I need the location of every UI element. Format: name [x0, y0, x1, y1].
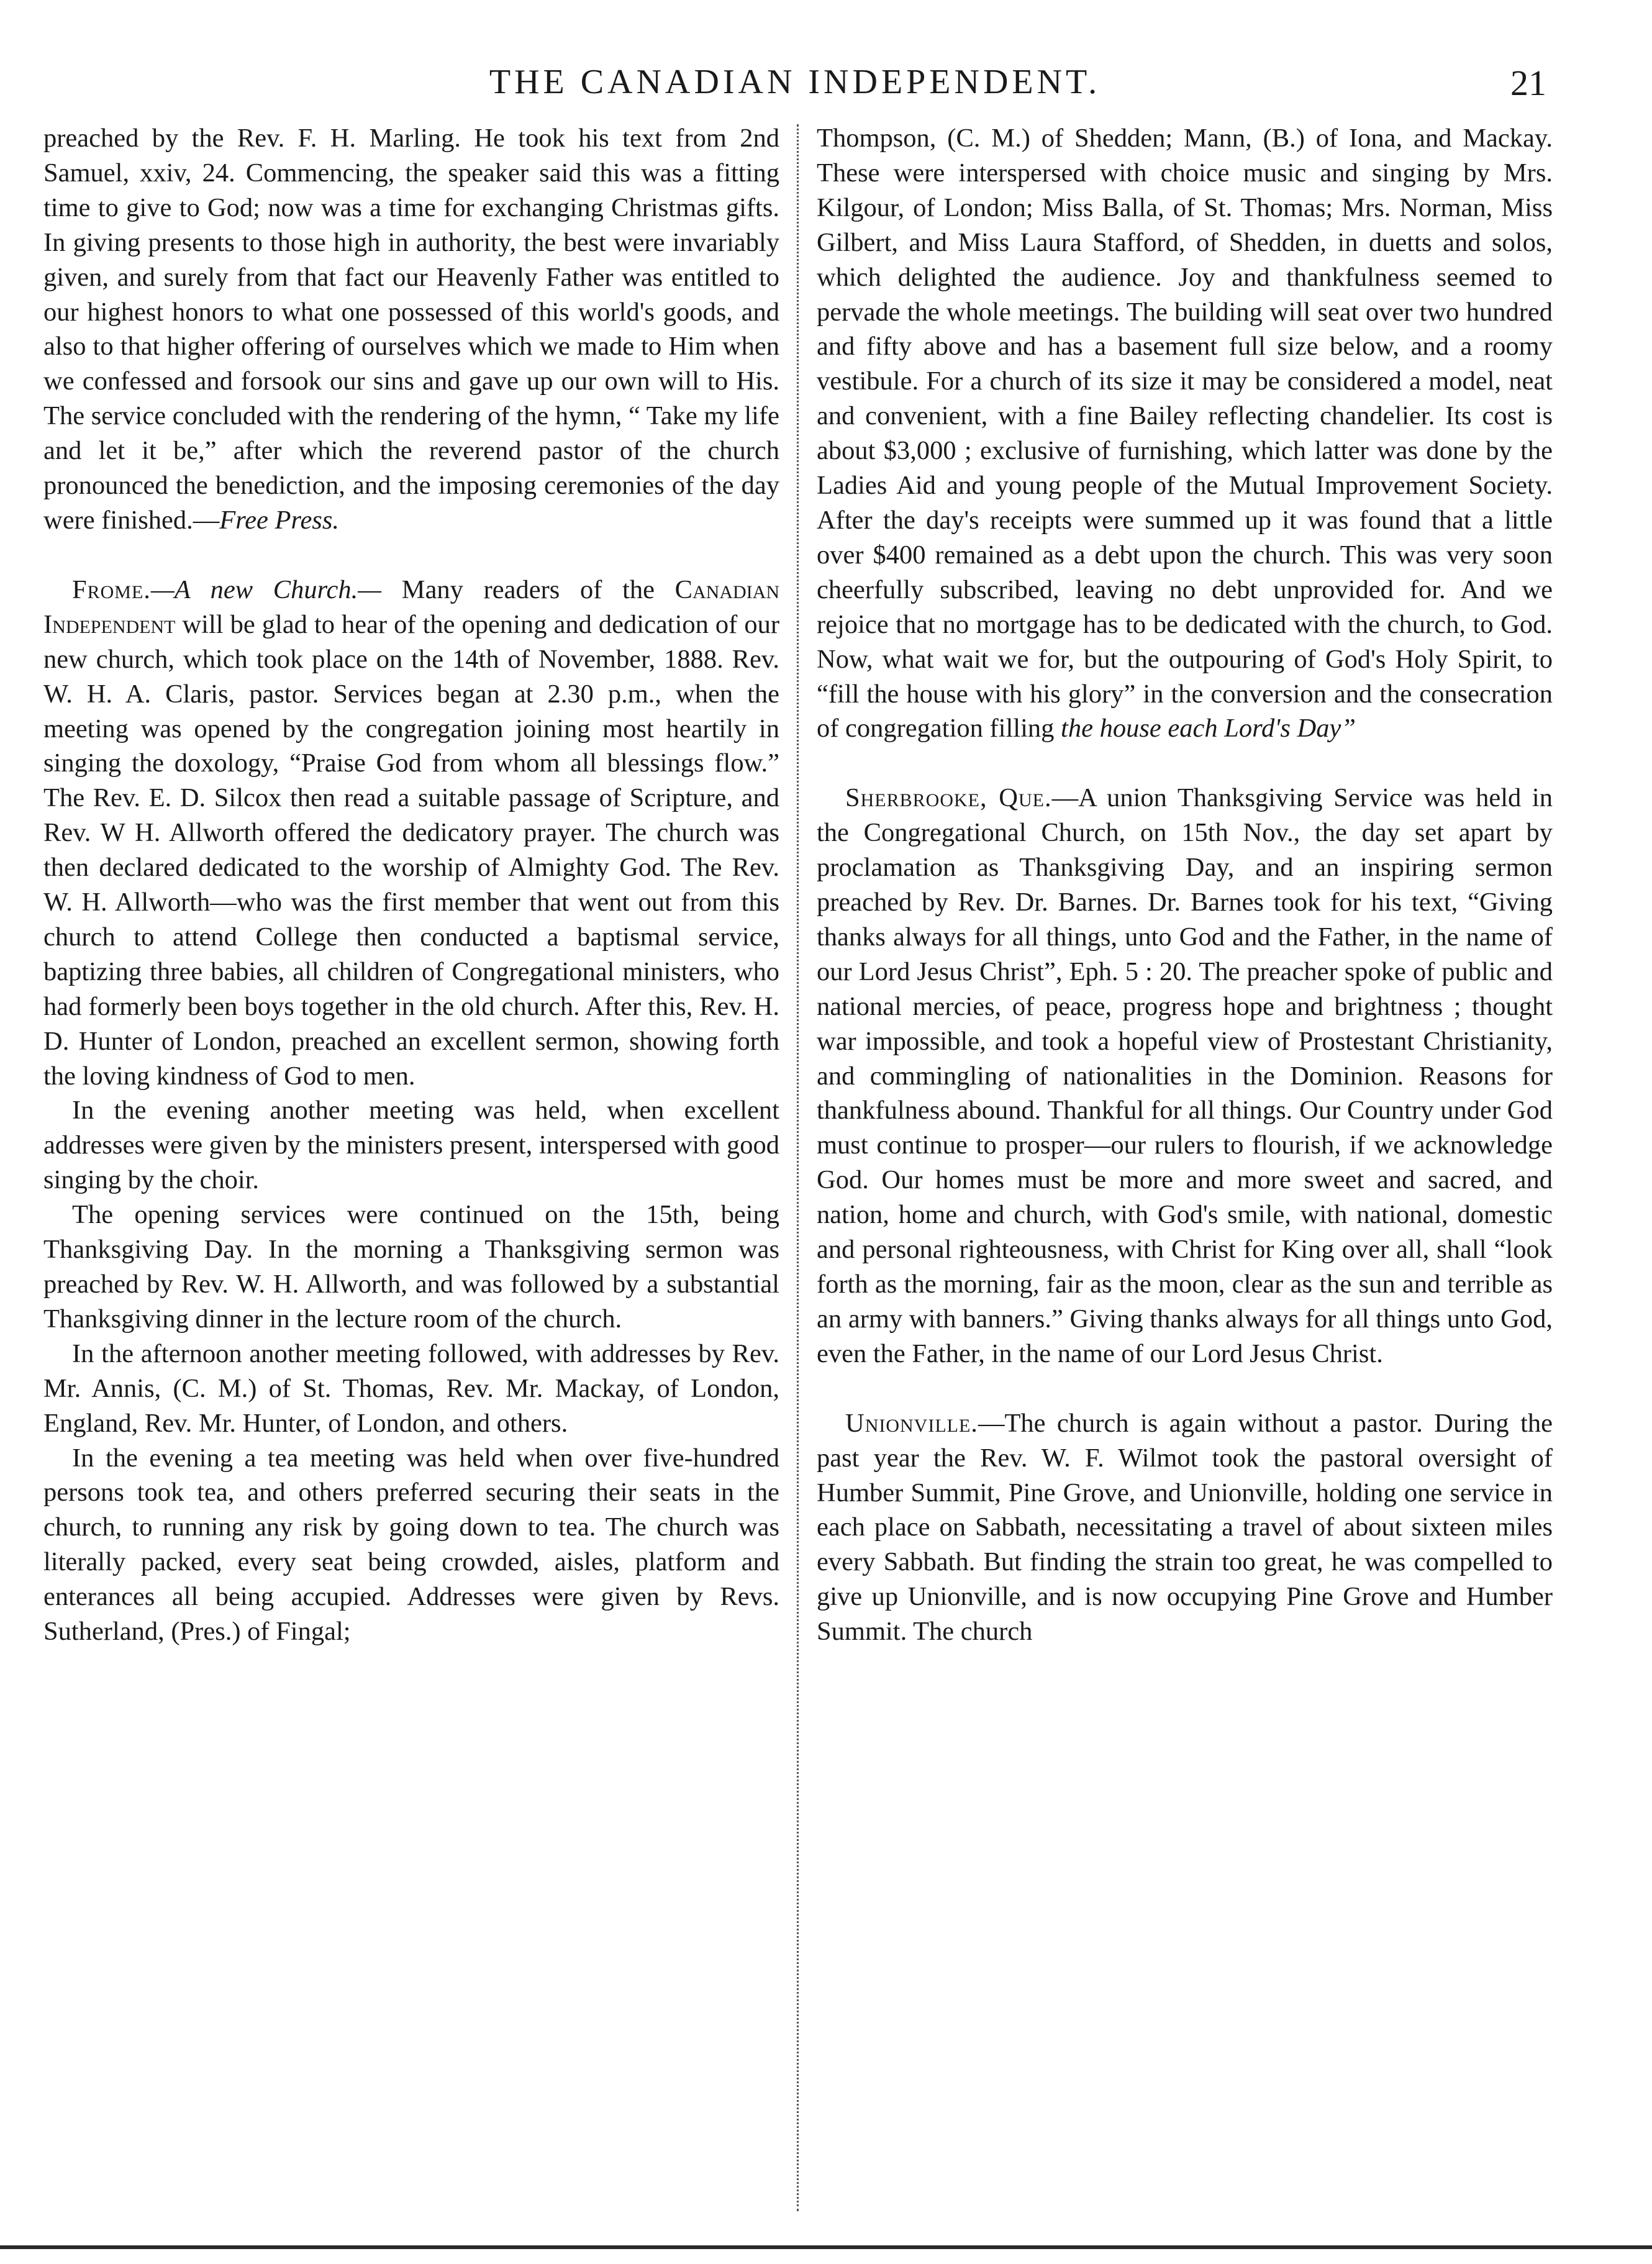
- frome-continuation-text: Thompson, (C. M.) of Shedden; Mann, (B.) of Iona, and Mackay. These were interspersed with choice music and singing by Mrs. Kilgour, of London; Miss Balla, of St. Thomas; Mrs. Norman, Miss Gilbert, and Miss Laura Stafford, of Shedden, in duetts and solos, which delighted the audience. Joy and thankfulness seemed to pervade the whole meetings. The building will seat over two hundred and fifty above and has a basement full size below, and a roomy vestibule. For a church of its size it may be considered a model, neat and convenient, with a fine Bailey reflecting chandelier. Its cost is about $3,000 ; exclusive of furnishing, which latter was done by the Ladies Aid and young people of the Mutual Improvement Society. After the day's receipts were summed up it was found that a little over $400 remained as a debt upon the church. This was very soon cheerfully subscribed, leaving no debt unprovided for. And we rejoice that no mortgage has to be dedicated with the church, to God. Now, what wait we for, but the outpouring of God's Holy Spirit, to “fill the house with his glory” in the conversion and the consecration of congregation filling: [817, 124, 1553, 743]
- page-number: 21: [1510, 63, 1546, 103]
- page-header: [43, 62, 1546, 112]
- tea-meeting-paragraph: In the evening a tea meeting was held when over five-hundred persons took tea, and others preferred securing their seats in the church, to running any risk by going down to tea. The church was literally packed, every seat being crowded, aisles, platform and enterances all being accupied. Addresses were given by Revs. Sutherland, (Pres.) of Fingal;: [43, 1443, 779, 1647]
- newspaper-page: [43, 37, 1553, 2211]
- frome-subheading: —A new Church.—: [150, 575, 382, 604]
- marling-sermon-text: preached by the Rev. F. H. Marling. He took his text from 2nd Samuel, xxiv, 24. Commencing, the speaker said this was a fitting time to give to God; now was a time for exchanging Christmas gifts. In giving presents to those high in authority, the best were invariably given, and surely from that fact our Heavenly Father was entitled to our highest honors to what one possessed of this world's goods, and also to that higher offering of ourselves which we made to Him when we confessed and forsook our sins and gave up our own will to His. The service concluded with the rendering of the hymn, “ Take my life and let it be,” after which the reverend pastor of the church pronounced the benediction, and the imposing ceremonies of the day were finished.—: [43, 124, 779, 535]
- frome-paragraph: [43, 573, 779, 1094]
- frome-text-start: Many readers of the: [381, 575, 675, 604]
- thanksgiving-day-paragraph: The opening services were continued on the 15th, being Thanksgiving Day. In the morning a Thanksgiving sermon was preached by Rev. W. H. Allworth, and was followed by a substantial Thanksgiving dinner in the lecture room of the church.: [43, 1200, 779, 1334]
- frome-closing-italic: the house each Lord's Day”: [1061, 714, 1356, 743]
- frome-heading: Frome.: [72, 575, 151, 604]
- frome-continuation-paragraph: [817, 121, 1553, 746]
- marling-sermon-paragraph: [43, 121, 779, 538]
- source-credit: Free Press.: [219, 505, 340, 535]
- scan-edge-line: [0, 2245, 1652, 2249]
- sherbrooke-text: —A union Thanksgiving Service was held in the Congregational Church, on 15th Nov., the day set apart by proclamation as Thanksgiving Day, and an inspiring sermon preached by Rev. Dr. Barnes. Dr. Barnes took for his text, “Giving thanks always for all things, unto God and the Father, in the name of our Lord Jesus Christ”, Eph. 5 : 20. The preacher spoke of public and national mercies, of peace, progress hope and brightness ; thought war impossible, and took a hopeful view of Prostestant Christianity, and commingling of nationalities in the Dominion. Reasons for thankfulness abound. Thankful for all things. Our Country under God must continue to prosper—our rulers to flourish, if we acknowledge God. Our homes must be more and more sweet and sacred, and nation, home and church, with God's smile, with national, domestic and personal righteousness, with Christ for King over all, shall “look forth as the morning, fair as the moon, clear as the sun and terrible as an army with banners.” Giving thanks always for all things unto God, even the Father, in the name of our Lord Jesus Christ.: [817, 783, 1553, 1368]
- unionville-paragraph: [817, 1406, 1553, 1649]
- evening-meeting-paragraph: In the evening another meeting was held, when excellent addresses were given by the ministers present, interspersed with good singing by the choir.: [43, 1096, 779, 1195]
- sherbrooke-heading: Sherbrooke, Que.: [845, 783, 1052, 813]
- running-title: THE CANADIAN INDEPENDENT.: [489, 63, 1101, 101]
- right-column: [817, 121, 1553, 1649]
- journal-name: Canadian Independent: [43, 575, 779, 639]
- column-divider: [797, 124, 799, 2211]
- left-column: [43, 121, 779, 1649]
- sherbrooke-paragraph: [817, 781, 1553, 1371]
- unionville-heading: Unionville.: [845, 1408, 978, 1438]
- unionville-text: —The church is again without a pastor. During the past year the Rev. W. F. Wilmot took the pastoral oversight of Humber Summit, Pine Grove, and Unionville, holding one service in each place on Sabbath, necessitating a travel of about sixteen miles every Sabbath. But finding the strain too great, he was compelled to give up Unionville, and is now occupying Pine Grove and Humber Summit. The church: [817, 1408, 1553, 1647]
- frome-text-body: will be glad to hear of the opening and dedication of our new church, which took place on the 14th of November, 1888. Rev. W. H. A. Claris, pastor. Services began at 2.30 p.m., when the meeting was opened by the congregation joining most heartily in singing the doxology, “Praise God from whom all blessings flow.” The Rev. E. D. Silcox then read a suitable passage of Scripture, and Rev. W H. Allworth offered the dedicatory prayer. The church was then declared dedicated to the worship of Almighty God. The Rev. W. H. Allworth—who was the first member that went out from this church to attend College then conducted a baptismal service, baptizing three babies, all children of Congregational ministers, who had formerly been boys together in the old church. After this, Rev. H. D. Hunter of London, preached an excellent sermon, showing forth the loving kindness of God to men.: [43, 609, 779, 1091]
- afternoon-meeting-paragraph: In the afternoon another meeting followed, with addresses by Rev. Mr. Annis, (C. M.) of St. Thomas, Rev. Mr. Mackay, of London, England, Rev. Mr. Hunter, of London, and others.: [43, 1339, 779, 1438]
